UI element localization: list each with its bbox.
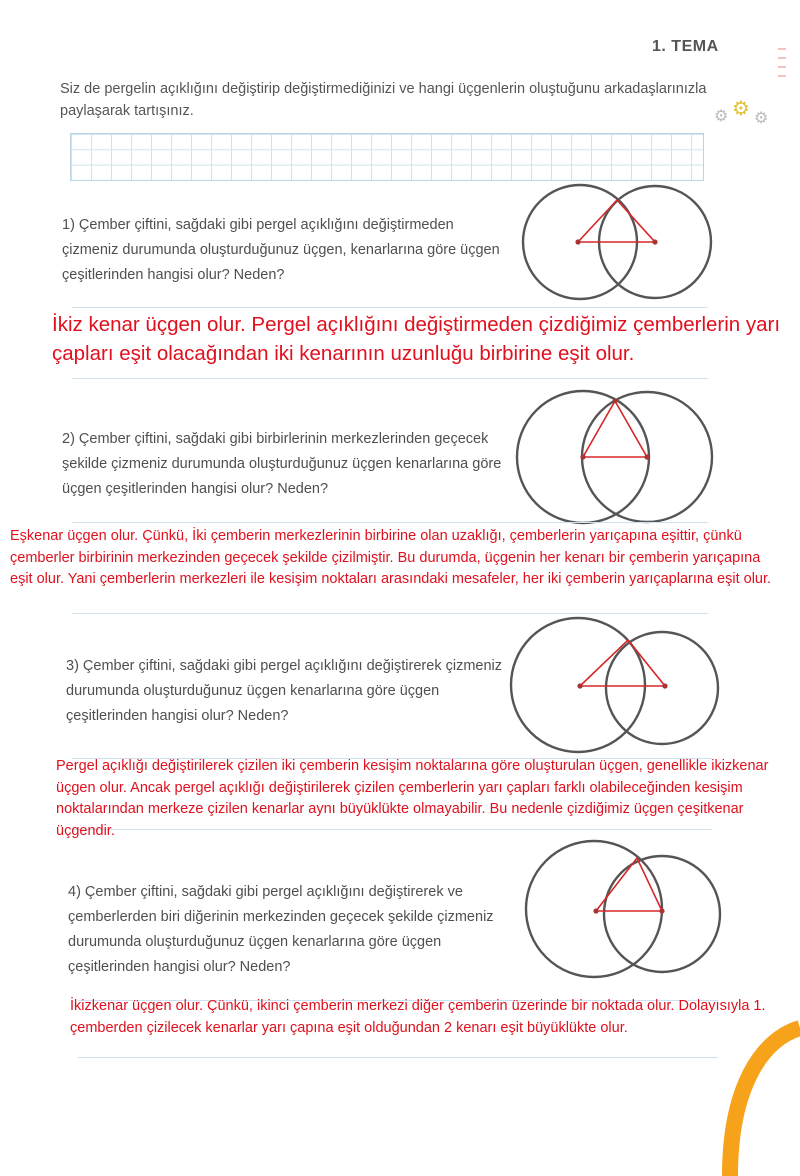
gear-icon: ⚙ [732,98,750,120]
figure-1 [520,186,715,298]
question-4: 4) Çember çiftini, sağdaki gibi pergel açıklığını değiştirerek ve çemberlerden biri diğerinin merkezinden geçecek şekilde çizmeniz durumunda oluşturduğunuz üçgen kenarlarına göre üçgen çeşitlerinden hangisi olur? Neden? [68,884,494,975]
figure-3 [510,617,720,753]
question-2: 2) Çember çiftini, sağdaki gibi birbirlerinin merkezlerinden geçecek şekilde çizmeniz durumunda oluşturduğunuz üçgen kenarlarına göre üçgen çeşitlerinden hangisi olur? Neden? [62,431,502,497]
margin-ticks [778,48,786,77]
question-1: 1) Çember çiftini, sağdaki gibi pergel açıklığını değiştirmeden çizmeniz durumunda oluşturduğunuz üçgen, kenarlarına göre üçgen çeşitlerinden hangisi olur? Neden? [62,217,500,283]
gear-icon: ⚙ [754,110,769,127]
answer-4: İkizkenar üçgen olur. Çünkü, ikinci çemberin merkezi diğer çemberin üzerinde bir noktada olur. Dolayısıyla 1. çemberden çizilecek kenarlar yarı çapına eşit olduğundan 2 kenarı eşit büyüklükte olur. [70,998,766,1036]
figure-2 [516,390,716,526]
gear-icon: ⚙ [714,108,729,125]
answer-grid[interactable] [70,133,704,181]
answer-1: İkiz kenar üçgen olur. Pergel açıklığını değiştirmeden çizdiğimiz çemberlerin yarı çapları eşit olacağından iki kenarının uzunluğu birbirine eşit olur. [52,313,781,365]
page-header-tema: 1. TEMA [652,38,719,55]
corner-decoration [700,1020,800,1176]
intro-text: Siz de pergelin açıklığını değiştirip değiştirmediğinizi ve hangi üçgenlerin oluştuğunu arkadaşlarınızla paylaşarak tartışınız. [60,81,707,119]
answer-2: Eşkenar üçgen olur. Çünkü, İki çemberin merkezlerinin birbirine olan uzaklığı, çemberlerin yarıçapına eşittir, çünkü çemberler birbirinin merkezinden geçecek şekilde çizilmiştir. Bu durumda, üçgenin her kenarı bir çemberin yarıçapına eşit olur. Yani çemberlerin merkezleri ile kesişim noktaları arasındaki mesafeler, her iki çemberin yarıçaplarına eşit olur. [10,528,772,587]
question-3: 3) Çember çiftini, sağdaki gibi pergel açıklığını değiştirerek çizmeniz durumunda oluşturduğunuz üçgen kenarlarına göre üçgen çeşitlerinden hangisi olur? Neden? [66,658,502,724]
figure-4 [524,843,724,979]
gear-decoration [714,96,784,130]
answer-3: Pergel açıklığı değiştirilerek çizilen iki çemberin kesişim noktalarına göre oluşturulan üçgen, genellikle ikizkenar üçgen olur. Ancak pergel açıklığı değiştirilerek çizilen çemberlerin yarı çapları farklı olabileceğinden kesişim noktalarından merkeze çizilen kenarlar aynı büyüklükte olmayabilir. Bu nedenle çizdiğimiz üçgen çeşitkenar üçgendir. [56,758,769,839]
